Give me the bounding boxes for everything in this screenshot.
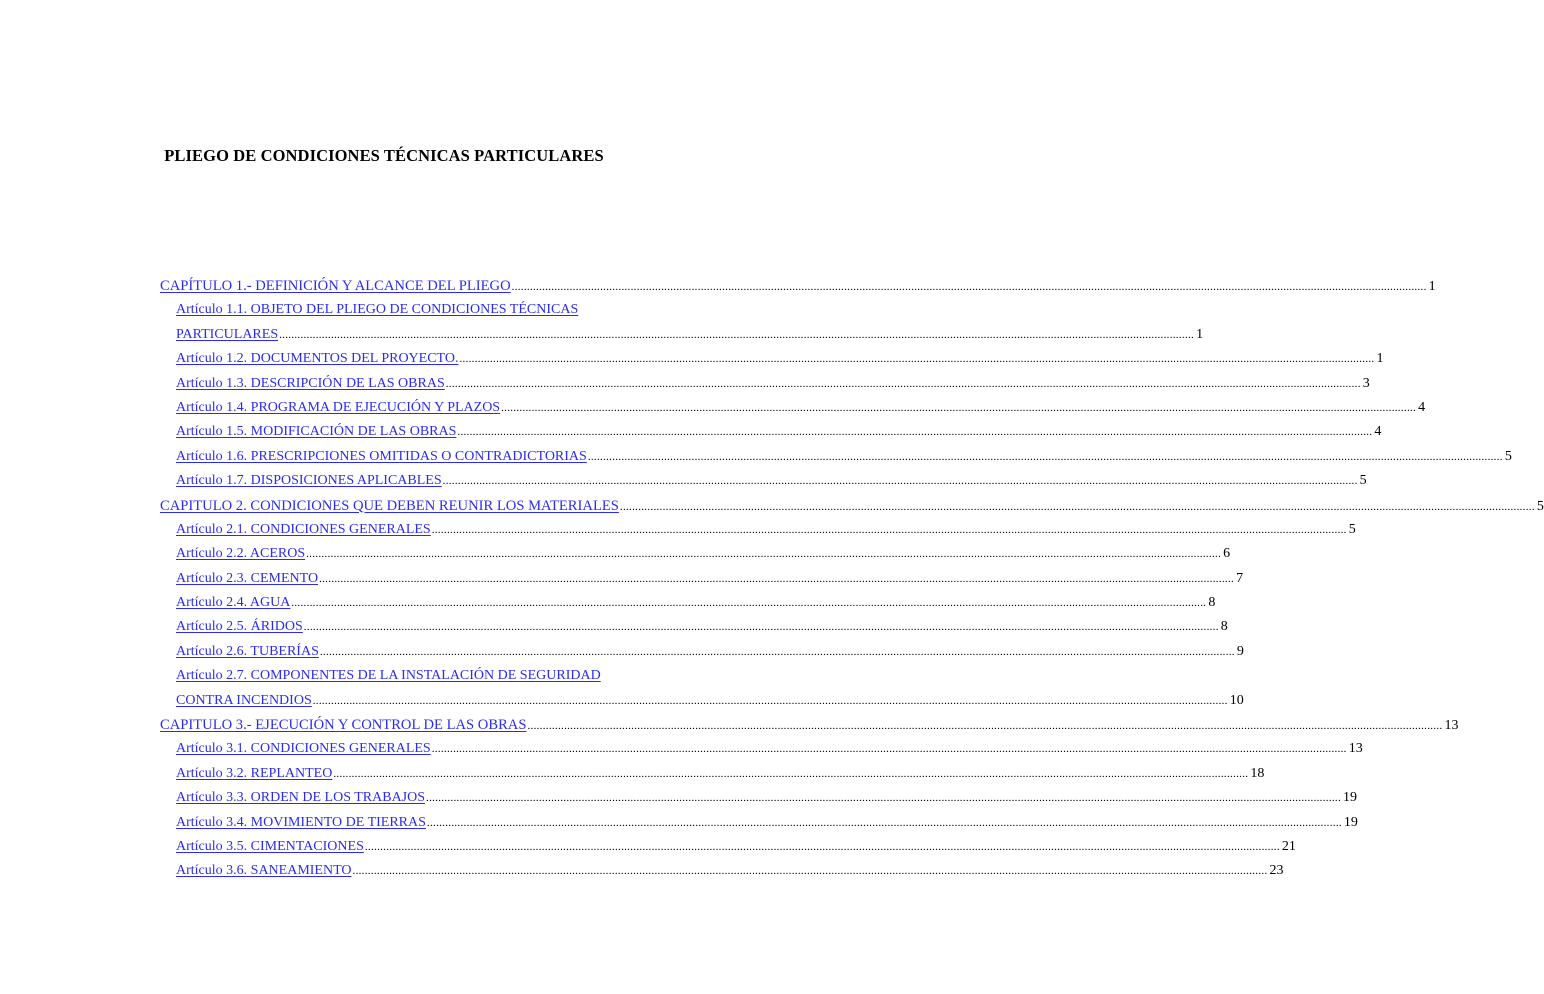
dot-leader: ............................................................................................................................................................................................................................................................................................................ [501, 401, 1417, 414]
toc-article-entry[interactable] [160, 445, 1512, 469]
toc-entry-link[interactable]: Artículo 1.2. DOCUMENTOS DEL PROYECTO. [176, 351, 459, 367]
page-number: 5 [1348, 521, 1356, 537]
page-number: 1 [1376, 351, 1384, 367]
toc-article-entry[interactable] [160, 518, 1356, 542]
dot-leader: ............................................................................................................................................................................................................................................................................................................ [431, 743, 1347, 756]
page-number: 13 [1348, 741, 1363, 757]
dot-leader: ............................................................................................................................................................................................................................................................................................................ [319, 572, 1235, 585]
toc-entry-link[interactable]: PARTICULARES [176, 326, 279, 342]
toc-entry-link[interactable]: Artículo 2.3. CEMENTO [176, 570, 319, 586]
toc-article-entry[interactable] [160, 615, 1228, 639]
dot-leader: ............................................................................................................................................................................................................................................................................................................ [431, 523, 1347, 536]
page-number: 21 [1281, 838, 1296, 854]
toc-entry-link[interactable]: Artículo 3.3. ORDEN DE LOS TRABAJOS [176, 790, 426, 806]
page-number: 18 [1250, 765, 1265, 781]
dot-leader: ............................................................................................................................................................................................................................................................................................................ [426, 816, 1342, 829]
document-title: PLIEGO DE CONDICIONES TÉCNICAS PARTICULARES [164, 146, 604, 165]
toc-chapter-entry[interactable] [160, 494, 1544, 518]
dot-leader: ............................................................................................................................................................................................................................................................................................................ [527, 720, 1443, 733]
toc-article-entry[interactable] [160, 786, 1358, 810]
table-of-contents [160, 274, 1544, 884]
toc-entry-link[interactable]: Artículo 2.1. CONDICIONES GENERALES [176, 521, 431, 537]
toc-entry-link[interactable]: Artículo 2.2. ACEROS [176, 546, 306, 562]
toc-entry-link[interactable]: Artículo 1.1. OBJETO DEL PLIEGO DE CONDICIONES TÉCNICAS [176, 302, 579, 318]
dot-leader: ............................................................................................................................................................................................................................................................................................................ [352, 865, 1268, 878]
toc-entry-link[interactable]: Artículo 2.7. COMPONENTES DE LA INSTALACIÓN DE SEGURIDAD [176, 668, 601, 684]
dot-leader: ............................................................................................................................................................................................................................................................................................................ [426, 792, 1342, 805]
toc-article-entry[interactable] [160, 542, 1231, 566]
page-number: 3 [1362, 375, 1370, 391]
toc-entry-link[interactable]: Artículo 2.4. AGUA [176, 595, 291, 611]
toc-article-entry[interactable] [160, 420, 1382, 444]
toc-article-entry[interactable] [160, 469, 1367, 493]
dot-leader: ............................................................................................................................................................................................................................................................................................................ [587, 450, 1503, 463]
toc-article-entry[interactable] [160, 347, 1384, 371]
page-number: 8 [1208, 595, 1216, 611]
toc-entry-link[interactable]: Artículo 2.5. ÁRIDOS [176, 619, 303, 635]
page-number: 19 [1343, 814, 1358, 830]
dot-leader: ............................................................................................................................................................................................................................................................................................................ [291, 597, 1207, 610]
page-number: 4 [1418, 399, 1426, 415]
dot-leader: ............................................................................................................................................................................................................................................................................................................ [442, 475, 1358, 488]
page-number: 5 [1504, 448, 1512, 464]
toc-entry-link[interactable]: Artículo 3.6. SANEAMIENTO [176, 863, 352, 879]
toc-article-entry[interactable] [160, 567, 1244, 591]
dot-leader: ............................................................................................................................................................................................................................................................................................................ [312, 694, 1228, 707]
toc-chapter-entry[interactable] [160, 274, 1436, 298]
dot-leader: ............................................................................................................................................................................................................................................................................................................ [333, 767, 1249, 780]
page-number: 9 [1236, 643, 1244, 659]
page-number: 8 [1220, 619, 1228, 635]
dot-leader: ............................................................................................................................................................................................................................................................................................................ [306, 548, 1222, 561]
toc-article-entry[interactable] [160, 640, 1244, 664]
toc-article-entry[interactable] [160, 737, 1363, 761]
toc-article-entry[interactable] [160, 591, 1216, 615]
toc-entry-link[interactable]: Artículo 1.6. PRESCRIPCIONES OMITIDAS O CONTRADICTORIAS [176, 448, 587, 464]
dot-leader: ............................................................................................................................................................................................................................................................................................................ [511, 281, 1427, 293]
toc-entry-link[interactable]: CAPÍTULO 1.- DEFINICIÓN Y ALCANCE DEL PLIEGO [160, 278, 511, 294]
dot-leader: ............................................................................................................................................................................................................................................................................................................ [279, 328, 1195, 341]
page-number: 7 [1236, 570, 1244, 586]
page-number: 5 [1536, 498, 1544, 514]
toc-entry-link[interactable]: Artículo 3.2. REPLANTEO [176, 765, 333, 781]
toc-entry-link[interactable]: Artículo 1.7. DISPOSICIONES APLICABLES [176, 473, 442, 489]
toc-chapter-entry[interactable] [160, 713, 1459, 737]
toc-article-entry[interactable] [160, 835, 1296, 859]
toc-article-entry[interactable] [160, 689, 1244, 713]
toc-article-entry[interactable] [160, 859, 1284, 883]
page-number: 13 [1444, 718, 1459, 734]
toc-article-entry[interactable] [160, 762, 1265, 786]
toc-article-entry[interactable] [160, 664, 698, 688]
dot-leader: ............................................................................................................................................................................................................................................................................................................ [457, 426, 1373, 439]
toc-entry-link[interactable]: Artículo 3.1. CONDICIONES GENERALES [176, 741, 431, 757]
toc-entry-link[interactable]: Artículo 1.3. DESCRIPCIÓN DE LAS OBRAS [176, 375, 445, 391]
toc-entry-link[interactable]: Artículo 1.4. PROGRAMA DE EJECUCIÓN Y PLAZOS [176, 399, 501, 415]
dot-leader: ............................................................................................................................................................................................................................................................................................................ [445, 377, 1361, 390]
toc-entry-link[interactable]: CONTRA INCENDIOS [176, 692, 312, 708]
toc-entry-link[interactable]: Artículo 3.5. CIMENTACIONES [176, 838, 364, 854]
page-number: 23 [1269, 863, 1284, 879]
dot-leader: ............................................................................................................................................................................................................................................................................................................ [303, 621, 1219, 634]
dot-leader: ............................................................................................................................................................................................................................................................................................................ [619, 500, 1535, 513]
toc-article-entry[interactable] [160, 811, 1358, 835]
page-number: 4 [1374, 424, 1382, 440]
dot-leader: ............................................................................................................................................................................................................................................................................................................ [319, 645, 1235, 658]
toc-entry-link[interactable]: CAPITULO 2. CONDICIONES QUE DEBEN REUNIR LOS MATERIALES [160, 497, 619, 514]
toc-entry-link[interactable]: Artículo 2.6. TUBERÍAS [176, 643, 319, 659]
page-number: 5 [1359, 473, 1367, 489]
page-number: 1 [1196, 326, 1204, 342]
page-number: 1 [1428, 279, 1436, 294]
dot-leader: ............................................................................................................................................................................................................................................................................................................ [459, 353, 1375, 366]
toc-entry-link[interactable]: Artículo 1.5. MODIFICACIÓN DE LAS OBRAS [176, 424, 457, 440]
page-number: 19 [1343, 790, 1358, 806]
toc-article-entry[interactable] [160, 298, 698, 322]
page-number: 6 [1223, 546, 1231, 562]
toc-article-entry[interactable] [160, 372, 1370, 396]
toc-article-entry[interactable] [160, 323, 1204, 347]
toc-entry-link[interactable]: Artículo 3.4. MOVIMIENTO DE TIERRAS [176, 814, 426, 830]
toc-entry-link[interactable]: CAPITULO 3.- EJECUCIÓN Y CONTROL DE LAS OBRAS [160, 717, 527, 734]
dot-leader: ............................................................................................................................................................................................................................................................................................................ [364, 840, 1280, 853]
page-number: 10 [1229, 692, 1244, 708]
toc-article-entry[interactable] [160, 396, 1426, 420]
